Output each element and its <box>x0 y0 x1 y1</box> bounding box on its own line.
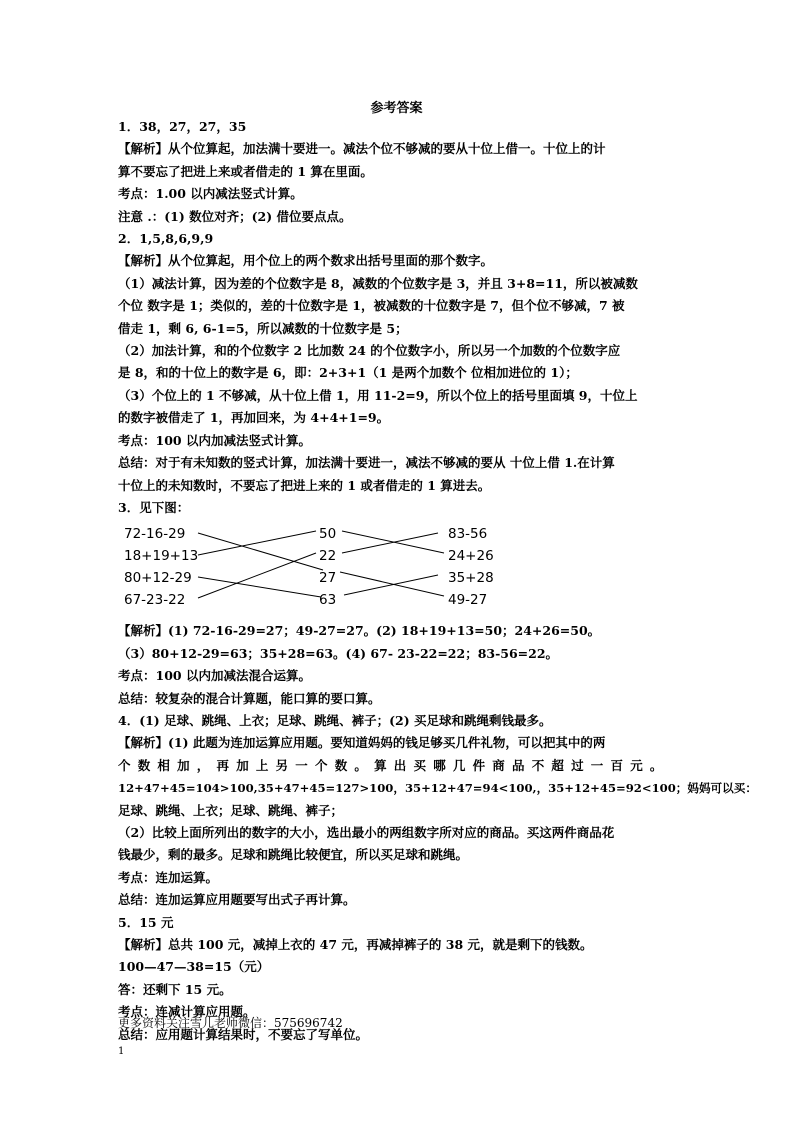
middle-number: 63 <box>319 592 337 609</box>
text-line: 【解析】(1) 72-16-29=27；49-27=27。(2) 18+19+13=50；24+26=50。 <box>118 623 601 639</box>
matching-diagram <box>118 522 678 618</box>
text-line: 考点：连减计算应用题。 <box>118 1004 256 1020</box>
text-line: 答：还剩下 15 元。 <box>118 981 232 997</box>
text-line: 考点：100 以内加减法混合运算。 <box>118 668 311 684</box>
middle-number: 50 <box>319 526 337 543</box>
text-line: 十位上的未知数时，不要忘了把进上来的 1 或者借走的 1 算进去。 <box>118 477 491 493</box>
text-line: （2）加法计算，和的个位数字 2 比加数 24 的个位数字小，所以另一个加数的个位数字应 <box>118 343 621 359</box>
text-line: （3）个位上的 1 不够减，从十位上借 1，用 11-2=9，所以个位上的括号里面填 9，十位上 <box>118 387 638 403</box>
match-line <box>344 575 438 595</box>
text-line: 总结：对于有未知数的竖式计算，加法满十要进一，减法不够减的要从 十位上借 1.在计算 <box>118 455 615 471</box>
text-line: 足球、跳绳、上衣；足球、跳绳、裤子； <box>118 802 344 818</box>
text-line: 个数相加，再加上另一个数。算出买哪几件商品不超过一百元。 <box>118 757 670 773</box>
match-line <box>342 533 438 553</box>
text-line: 【解析】从个位算起，加法满十要进一。减法个位不够减的要从十位上借一。十位上的计 <box>118 141 606 157</box>
text-line: 考点：连加运算。 <box>118 869 219 885</box>
text-line: （3）80+12-29=63；35+28=63。(4) 67- 23-22=22；83-56=22。 <box>118 645 559 661</box>
match-line <box>198 531 316 555</box>
text-line: 【解析】从个位算起，用个位上的两个数求出括号里面的那个数字。 <box>118 253 494 269</box>
page-number: 1 <box>118 1046 125 1057</box>
text-line: 考点：100 以内加减法竖式计算。 <box>118 432 311 448</box>
left-expression: 18+19+13 <box>124 548 199 565</box>
text-line: 12+47+45=104>100,35+47+45=127>100，35+12+47=94<100,，35+12+45=92<100；妈妈可以买： <box>118 781 757 796</box>
answer-body <box>118 116 757 1046</box>
left-expression: 80+12-29 <box>124 570 192 587</box>
text-line: 算不要忘了把进上来或者借走的 1 算在里面。 <box>118 163 373 179</box>
right-expression: 24+26 <box>448 548 494 565</box>
middle-number: 22 <box>319 548 337 565</box>
text-line: 3．见下图： <box>118 499 190 515</box>
text-line: 考点：1.00 以内减法竖式计算。 <box>118 186 303 202</box>
text-line: 4．(1) 足球、跳绳、上衣；足球、跳绳、裤子；(2) 买足球和跳绳剩钱最多。 <box>118 712 552 728</box>
right-expression: 35+28 <box>448 570 494 587</box>
right-expression: 83-56 <box>448 526 488 543</box>
text-line: 总结：应用题计算结果时，不要忘了写单位。 <box>118 1026 369 1042</box>
middle-number: 27 <box>319 570 337 587</box>
text-line: 是 8，和的十位上的数字是 6，即：2+3+1（1 是两个加数个 位相加进位的 1）； <box>118 365 578 381</box>
match-line <box>198 577 321 597</box>
text-line: 100—47—38=15（元） <box>118 959 270 975</box>
matching-lines-svg <box>118 522 678 618</box>
left-expression: 67-23-22 <box>124 592 186 609</box>
text-line: 总结：连加运算应用题要写出式子再计算。 <box>118 892 356 908</box>
text-line: 2．1,5,8,6,9,9 <box>118 231 214 247</box>
text-line: 【解析】总共 100 元，减掉上衣的 47 元，再减掉裤子的 38 元，就是剩下的钱数。 <box>118 937 593 952</box>
footer-note: 更多资料关注雪儿老师微信：575696742 <box>118 1016 343 1030</box>
text-line: 的数字被借走了 1，再加回来，为 4+4+1=9。 <box>118 410 390 426</box>
text-line: 1．38，27，27，35 <box>118 119 247 134</box>
text-line: 借走 1，剩 6, 6-1=5，所以减数的十位数字是 5； <box>118 320 408 336</box>
text-line: 个位 数字是 1；类似的，差的十位数字是 1，被减数的十位数字是 7，但个位不够减，7 被 <box>118 298 625 314</box>
text-line: 钱最少，剩的最多。足球和跳绳比较便宜，所以买足球和跳绳。 <box>118 847 469 863</box>
text-line: 【解析】(1) 此题为连加运算应用题。要知道妈妈的钱足够买几件礼物，可以把其中的两 <box>118 735 606 751</box>
text-line: 注意 .：(1) 数位对齐；(2) 借位要点点。 <box>118 208 352 224</box>
text-line: （2）比较上面所列出的数字的大小，选出最小的两组数字所对应的商品。买这两件商品花 <box>118 824 615 840</box>
match-line <box>198 553 316 598</box>
right-expression: 49-27 <box>448 592 488 609</box>
text-line: （1）减法计算，因为差的个位数字是 8，减数的个位数字是 3，并且 3+8=11，所以被减数 <box>118 275 638 291</box>
page-title: 参考答案 <box>370 101 423 116</box>
text-line: 总结：较复杂的混合计算题，能口算的要口算。 <box>118 690 381 706</box>
left-expression: 72-16-29 <box>124 526 186 543</box>
text-line: 5．15 元 <box>118 914 174 930</box>
